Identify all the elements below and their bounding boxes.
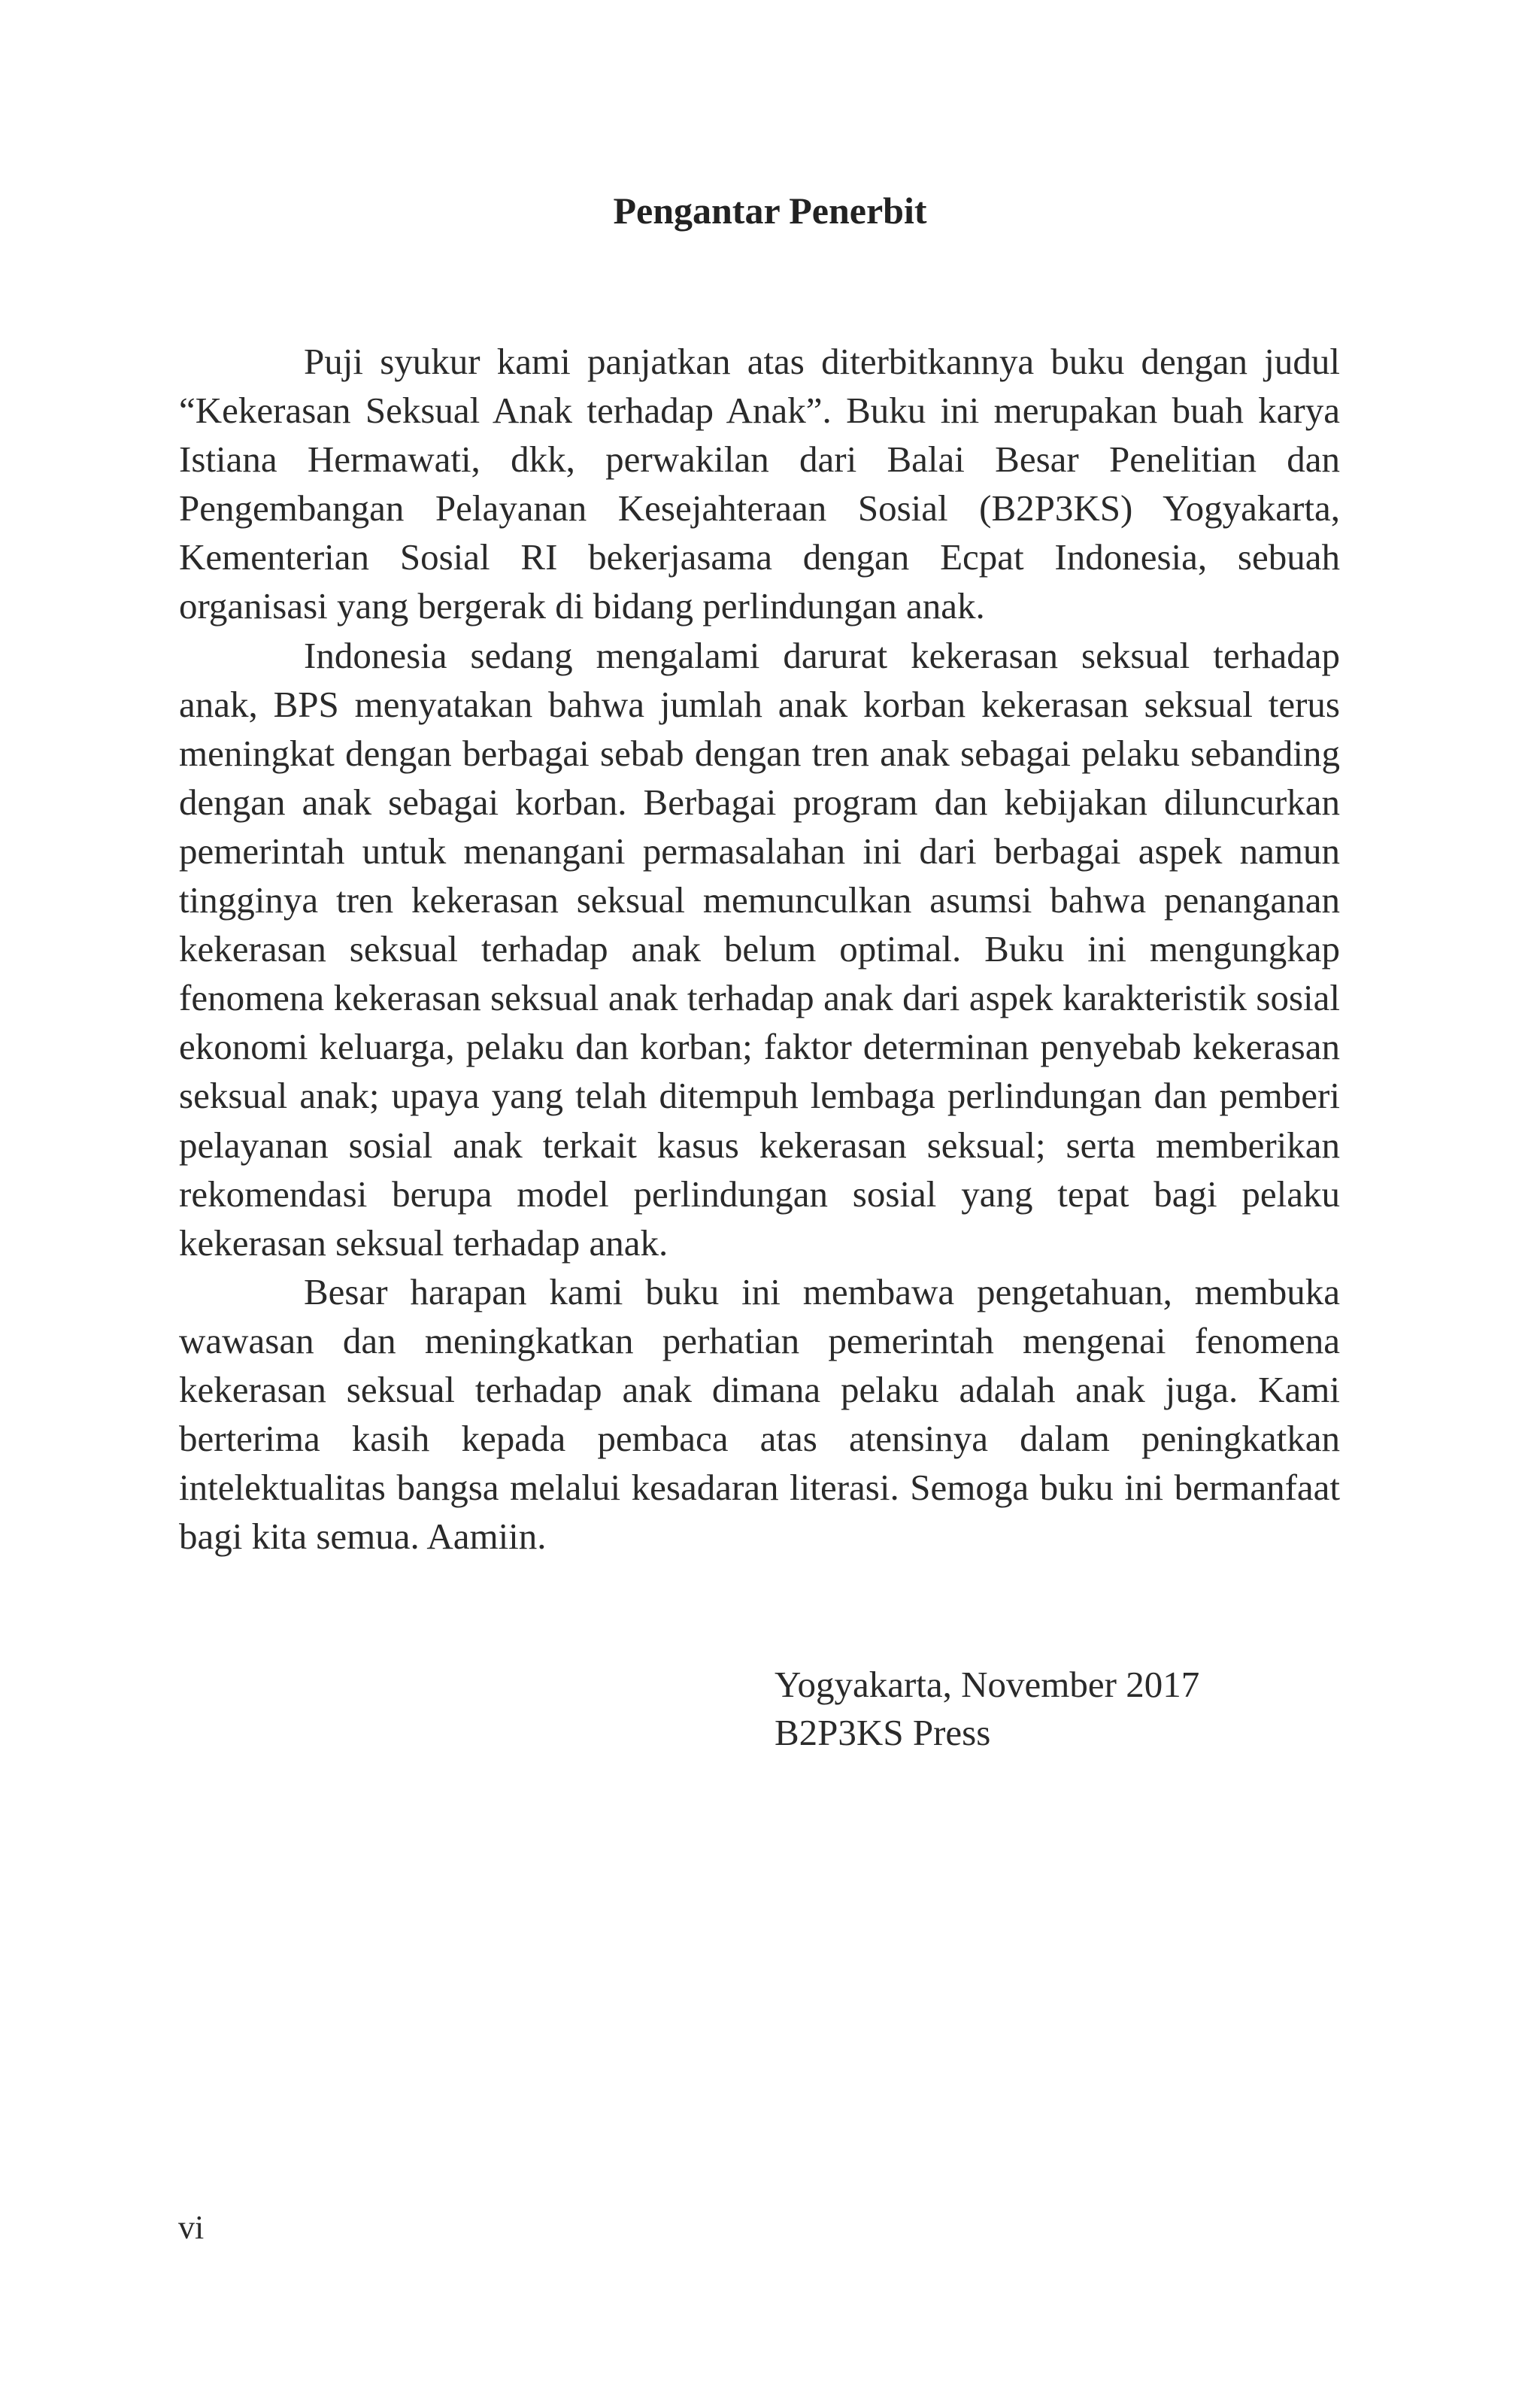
page-number: vi bbox=[178, 2209, 205, 2246]
signature-publisher: B2P3KS Press bbox=[775, 1712, 991, 1753]
paragraph-intro: Puji syukur kami panjatkan atas diterbitkannya buku dengan judul “Kekerasan Seksual Anak terhadap Anak”. Buku ini merupakan buah karya Istiana Hermawati, dkk, perwakilan dari Balai Besar Penelitian dan Pengembangan Pelayanan Kesejahteraan Sosial (B2P3KS) Yogyakarta, Kementerian Sosial RI bekerjasama dengan Ecpat Indonesia, sebuah organisasi yang bergerak di bidang perlindungan anak. bbox=[179, 341, 1340, 627]
paragraph-background: Indonesia sedang mengalami darurat kekerasan seksual terhadap anak, BPS menyatakan bahwa jumlah anak korban kekerasan seksual terus meningkat dengan berbagai sebab dengan tren anak sebagai pelaku sebanding dengan anak sebagai korban. Berbagai program dan kebijakan diluncurkan pemerintah untuk menangani permasalahan ini dari berbagai aspek namun tingginya tren kekerasan seksual memunculkan asumsi bahwa penanganan kekerasan seksual terhadap anak belum optimal. Buku ini mengungkap fenomena kekerasan seksual anak terhadap anak dari aspek karakteristik sosial ekonomi keluarga, pelaku dan korban; faktor determinan penyebab kekerasan seksual anak; upaya yang telah ditempuh lembaga perlindungan dan pemberi pelayanan sosial anak terkait kasus kekerasan seksual; serta memberikan rekomendasi berupa model perlindungan sosial yang tepat bagi pelaku kekerasan seksual terhadap anak. bbox=[179, 634, 1340, 1264]
page-title: Pengantar Penerbit bbox=[613, 190, 927, 232]
paragraph-closing: Besar harapan kami buku ini membawa pengetahuan, membuka wawasan dan meningkatkan perhatian pemerintah mengenai fenomena kekerasan seksual terhadap anak dimana pelaku adalah anak juga. Kami berterima kasih kepada pembaca atas atensinya dalam peningkatkan intelektualitas bangsa melalui kesadaran literasi. Semoga buku ini bermanfaat bagi kita semua. Aamiin. bbox=[179, 1270, 1340, 1558]
signature-place-date: Yogyakarta, November 2017 bbox=[775, 1664, 1200, 1705]
signature-block bbox=[775, 1661, 1199, 1757]
body-text bbox=[179, 337, 1340, 1561]
